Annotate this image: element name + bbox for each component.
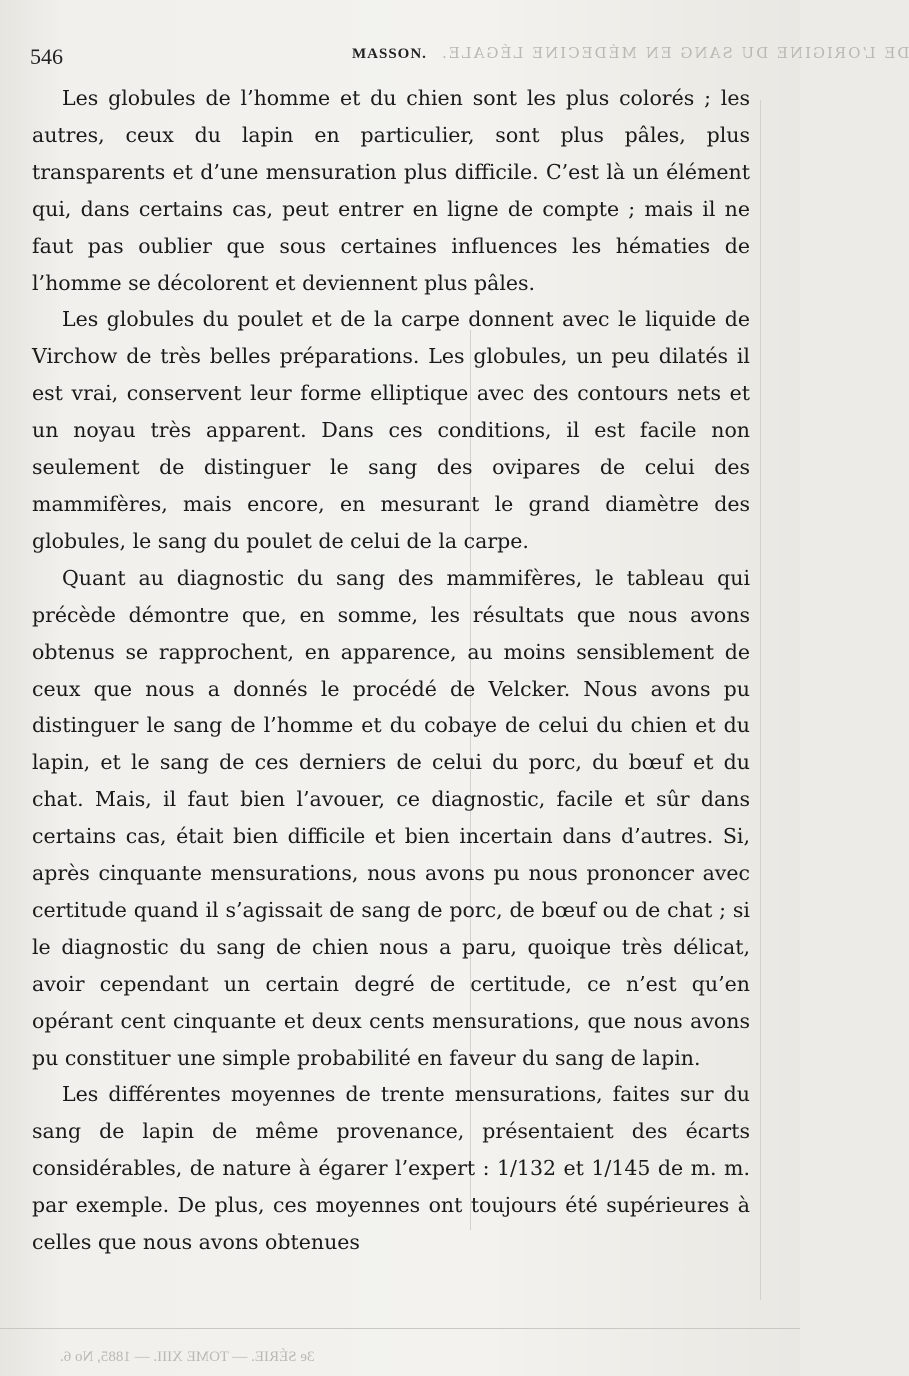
body-text	[32, 80, 750, 1261]
bleed-through-bottom: 3e SÉRIE. — TOME XIII. — 1885, No 6.	[60, 1349, 315, 1365]
paragraph-4: Les différentes moyennes de trente mensurations, faites sur du sang de lapin de même provenance, présentaient des écarts considérables, de nature à égarer l’expert : 1/132 et 1/145 de m. m. par exemple. De plus, ces moyennes ont toujours été supérieures à celles que nous avons obtenues	[32, 1082, 750, 1255]
running-head	[30, 40, 800, 70]
paragraph-2: Les globules du poulet et de la carpe donnent avec le liquide de Virchow de très belles préparations. Les globules, un peu dilatés il est vrai, conservent leur forme elliptique avec des contours nets et un noyau très apparent. Dans ces conditions, il est facile non seulement de distinguer le sang des ovipares de celui des mammifères, mais encore, en mesurant le grand diamètre des globules, le sang du poulet de celui de la carpe.	[32, 307, 750, 553]
bleed-through-top: DE L’ORIGINE DU SANG EN MÉDECINE LÉGALE.	[440, 44, 909, 62]
bleed-column-line	[760, 100, 761, 1300]
footer-rule	[0, 1328, 800, 1329]
paragraph-3: Quant au diagnostic du sang des mammifères, le tableau qui précède démontre que, en somme, les résultats que nous avons obtenus se rapprochent, en apparence, au moins sensiblement de ceux que nous a donnés le procédé de Velcker. Nous avons pu distinguer le sang de l’homme et du cobaye de celui du chien et du lapin, et le sang de ces derniers de celui du porc, du bœuf et du chat. Mais, il faut bien l’avouer, ce diagnostic, facile et sûr dans certains cas, était bien difficile et bien incertain dans d’autres. Si, après cinquante mensurations, nous avons pu nous prononcer avec certitude quand il s’agissait de sang de porc, de bœuf ou de chat ; si le diagnostic du sang de chien nous a paru, quoique très délicat, avoir cependant un certain degré de certitude, ce n’est qu’en opérant cent cinquante et deux cents mensurations, que nous avons pu constituer une simple probabilité en faveur du sang de lapin.	[32, 565, 750, 1070]
paragraph-1: Les globules de l’homme et du chien sont les plus colorés ; les autres, ceux du lapin en particulier, sont plus pâles, plus transparents et d’une mensuration plus difficile. C’est là un élément qui, dans certains cas, peut entrer en ligne de compte ; mais il ne faut pas oublier que sous certaines influences les hématies de l’homme se décolorent et deviennent plus pâles.	[32, 86, 750, 295]
page-number: 546	[30, 44, 63, 69]
running-title: MASSON.	[352, 46, 427, 62]
